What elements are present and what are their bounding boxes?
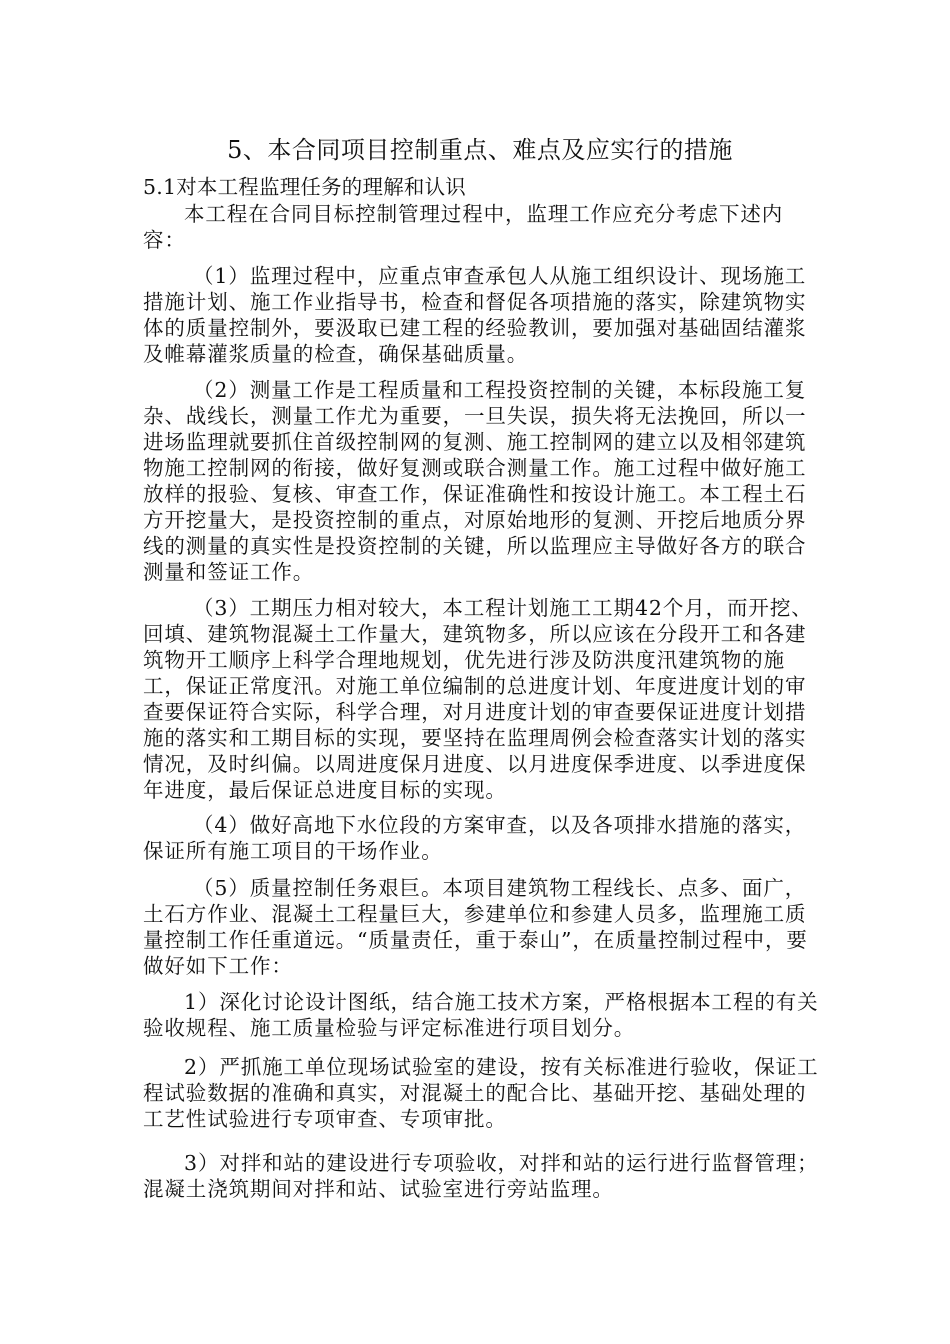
paragraph-item-2: （2）测量工作是工程质量和工程投资控制的关键，本标段施工复杂、战线长，测量工作尤为重要，一旦失误，损失将无法挽回，所以一进场监理就要抓住首级控制网的复测、施工控制网的建立以及相邻建筑物施工控制网的衔接，做好复测或联合测量工作。施工过程中做好施工放样的报验、复核、审查工作，保证准确性和按设计施工。本工程土石方开挖量大，是投资控制的重点，对原始地形的复测、开挖后地质分界线的测量的真实性是投资控制的关键，所以监理应主导做好各方的联合测量和签证工作。	[143, 378, 807, 584]
section-heading: 5.1对本工程监理任务的理解和认识	[143, 175, 467, 199]
subitem-1: 1）深化讨论设计图纸，结合施工技术方案，严格根据本工程的有关验收规程、施工质量检验与评定标准进行项目划分。	[143, 990, 819, 1040]
paragraph-item-4: （4）做好高地下水位段的方案审查，以及各项排水措施的落实，保证所有施工项目的干场作业。	[143, 813, 807, 863]
paragraph-item-1: （1）监理过程中，应重点审查承包人从施工组织设计、现场施工措施计划、施工作业指导书，检查和督促各项措施的落实，除建筑物实体的质量控制外，要汲取已建工程的经验教训，要加强对基础固结灌浆及帷幕灌浆质量的检查，确保基础质量。	[143, 264, 807, 366]
page-title: 5、本合同项目控制重点、难点及应实行的措施	[227, 136, 733, 164]
paragraph-item-3: （3）工期压力相对较大，本工程计划施工工期42个月，而开挖、回填、建筑物混凝土工作量大，建筑物多，所以应该在分段开工和各建筑物开工顺序上科学合理地规划，优先进行涉及防洪度汛建筑物的施工，保证正常度汛。对施工单位编制的总进度计划、年度进度计划的审查要保证符合实际，科学合理，对月进度计划的审查要保证进度计划措施的落实和工期目标的实现，要坚持在监理周例会检查落实计划的落实情况，及时纠偏。以周进度保月进度、以月进度保季进度、以季进度保年进度，最后保证总进度目标的实现。	[143, 596, 813, 802]
subitem-3: 3）对拌和站的建设进行专项验收，对拌和站的运行进行监督管理；混凝土浇筑期间对拌和站、试验室进行旁站监理。	[143, 1151, 819, 1201]
subitem-2: 2）严抓施工单位现场试验室的建设，按有关标准进行验收，保证工程试验数据的准确和真实，对混凝土的配合比、基础开挖、基础处理的工艺性试验进行专项审查、专项审批。	[143, 1055, 819, 1131]
paragraph-item-5: （5）质量控制任务艰巨。本项目建筑物工程线长、点多、面广，土石方作业、混凝土工程量巨大，参建单位和参建人员多，监理施工质量控制工作任重道远。“质量责任，重于泰山”，在质量控制过程中，要做好如下工作：	[143, 876, 808, 978]
intro-paragraph: 本工程在合同目标控制管理过程中，监理工作应充分考虑下述内容：	[143, 202, 784, 252]
